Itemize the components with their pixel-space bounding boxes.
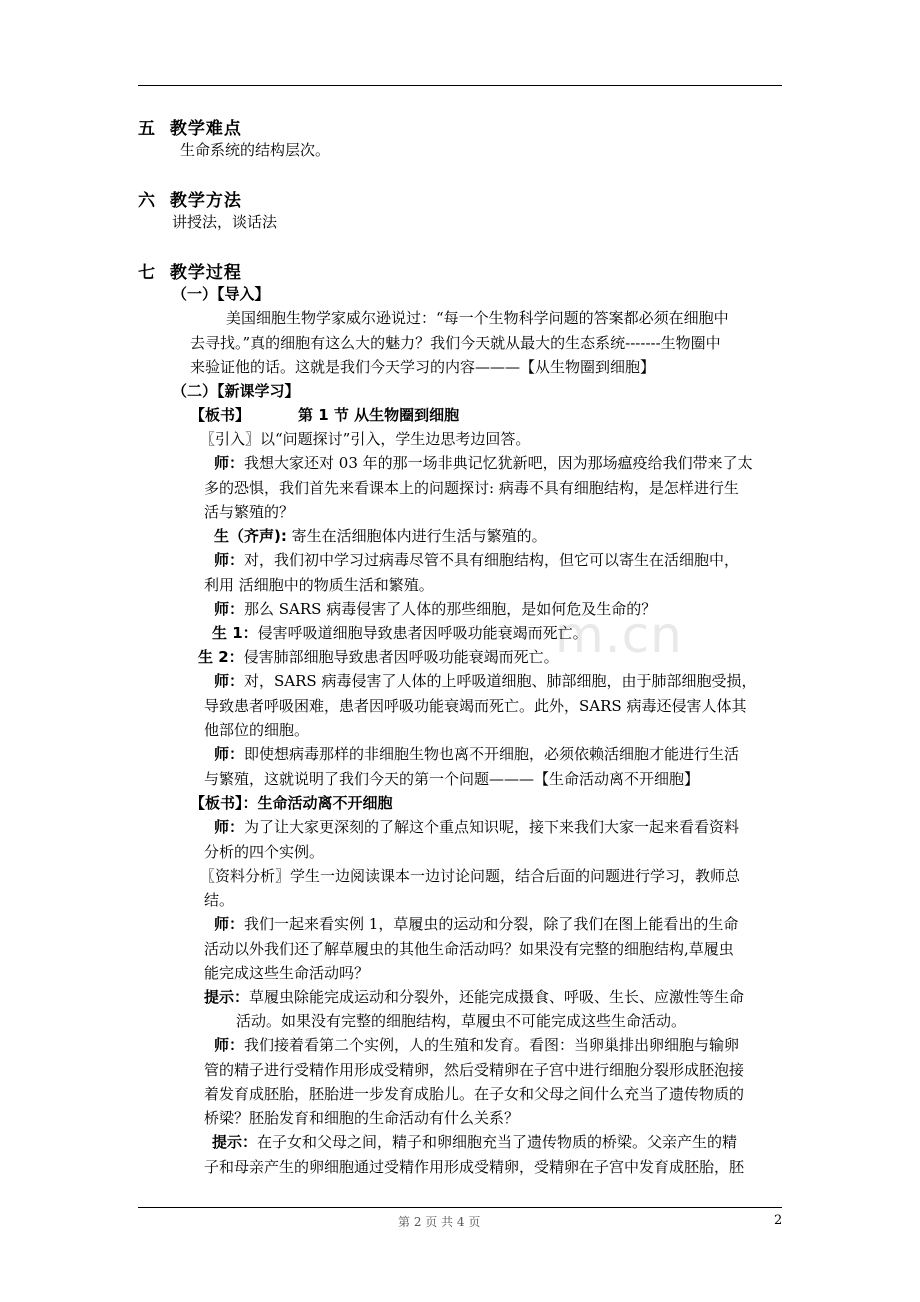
speaker-label: 师：	[214, 454, 245, 472]
teacher-line: 师：为了让大家更深刻的了解这个重点知识呢，接下来我们大家一起来看看资料	[214, 818, 740, 836]
teacher-line: 师：即使想病毒那样的非细胞生物也离不开细胞，必须依赖活细胞才能进行生活	[214, 745, 740, 763]
section-five-title: 教学难点	[169, 119, 242, 139]
section-five-heading	[138, 114, 242, 139]
section-six-title: 教学方法	[169, 191, 242, 211]
speaker-label: 生 1：	[212, 624, 258, 642]
header-rule	[138, 85, 782, 86]
speaker-label: 师：	[214, 745, 245, 763]
teacher-line-cont: 活动以外我们还了解草履虫的其他生命活动吗？如果没有完整的细胞结构,草履虫	[204, 940, 734, 958]
page-indicator: 第 2 页 共 4 页	[398, 1215, 481, 1229]
speaker-label: 提示：	[212, 1133, 258, 1151]
student-line: 生（齐声): 寄生在活细胞体内进行生活与繁殖的。	[214, 527, 547, 545]
speaker-label: 师：	[214, 818, 245, 836]
watermark: m.cn	[555, 606, 683, 664]
teacher-line-cont: 导致患者呼吸困难，患者因呼吸功能衰竭而死亡。此外，SARS 病毒还侵害人体其	[204, 697, 747, 715]
speaker-label: 师：	[214, 551, 245, 569]
material-analysis: 〖资料分析〗学生一边阅读课本一边讨论问题，结合后面的问题进行学习，教师总	[200, 867, 741, 885]
teacher-line-cont: 他部位的细胞。	[204, 721, 310, 739]
student-one-line: 生 1：侵害呼吸道细胞导致患者因呼吸功能衰竭而死亡。	[212, 624, 588, 642]
student-two-line: 生 2：侵害肺部细胞导致患者因呼吸功能衰竭而死亡。	[198, 648, 559, 666]
section-seven-heading	[138, 258, 242, 283]
hint-line: 提示：在子女和父母之间，精子和卵细胞充当了遗传物质的桥梁。父亲产生的精	[212, 1133, 738, 1151]
section-six-body: 讲授法，谈话法	[172, 213, 278, 231]
hint-line-cont: 子和母亲产生的卵细胞通过受精作用形成受精卵，受精卵在子宫中发育成胚胎，胚	[204, 1158, 745, 1176]
section-five-body: 生命系统的结构层次。	[180, 141, 331, 159]
footer-rule	[138, 1207, 782, 1208]
teacher-line-cont: 分析的四个实例。	[204, 843, 325, 861]
section-seven-number: 七	[138, 263, 156, 283]
part-two-heading: （二）【新课学习】	[172, 382, 300, 400]
hint-line: 提示：草履虫除能完成运动和分裂外，还能完成摄食、呼吸、生长、应激性等生命	[204, 988, 745, 1006]
teacher-line-cont: 能完成这些生命活动吗？	[204, 964, 370, 982]
part-one-heading: （一）【导入】	[172, 285, 270, 303]
section-five-number: 五	[138, 119, 156, 139]
teacher-line-cont: 与繁殖，这就说明了我们今天的第一个问题———【生命活动离不开细胞】	[204, 770, 700, 788]
speaker-label: 提示：	[204, 988, 250, 1006]
teacher-line-cont: 利用 活细胞中的物质生活和繁殖。	[204, 576, 434, 594]
speaker-label: 师：	[214, 672, 245, 690]
hint-line-cont: 活动。如果没有完整的细胞结构，草履虫不可能完成这些生命活动。	[236, 1012, 687, 1030]
speaker-label: 师：	[214, 600, 245, 618]
intro-line-1: 美国细胞生物学家威尔逊说过：“每一个生物科学问题的答案都必须在细胞中	[226, 309, 729, 327]
speaker-label: 师：	[214, 1036, 245, 1054]
section-seven-title: 教学过程	[169, 263, 242, 283]
teacher-line-cont: 着发育成胚胎，胚胎进一步发育成胎儿。在子女和父母之间什么充当了遗传物质的	[204, 1085, 745, 1103]
speaker-label: 师：	[214, 915, 245, 933]
teacher-line-cont: 活与繁殖的？	[204, 503, 295, 521]
teacher-line-cont: 管的精子进行受精作用形成受精卵，然后受精卵在子宫中进行细胞分裂形成胚泡接	[204, 1061, 745, 1079]
board-note: 【板书】：生命活动离不开细胞	[190, 794, 393, 812]
teacher-line-cont: 桥梁？胚胎发育和细胞的生命活动有什么关系？	[204, 1109, 520, 1127]
intro-line-2: 去寻找。”真的细胞有这么大的魅力？我们今天就从最大的生态系统-------生物圈中	[190, 334, 721, 352]
teacher-line: 师：我们接着看第二个实例，人的生殖和发育。看图：当卵巢排出卵细胞与输卵	[214, 1036, 740, 1054]
teacher-line: 师：对，SARS 病毒侵害了人体的上呼吸道细胞、肺部细胞，由于肺部细胞受损，	[214, 672, 757, 690]
intro-note: 〖引入〗以“问题探讨”引入，学生边思考边回答。	[200, 430, 531, 448]
teacher-line: 师：我们一起来看实例 1，草履虫的运动和分裂，除了我们在图上能看出的生命	[214, 915, 739, 933]
material-analysis-cont: 结。	[204, 891, 235, 909]
section-six-heading	[138, 186, 242, 211]
speaker-label: 生（齐声):	[214, 527, 287, 545]
page-number: 2	[774, 1213, 783, 1228]
speaker-label: 生 2：	[198, 648, 244, 666]
board-label: 【板书】	[190, 406, 251, 424]
teacher-line: 师：对，我们初中学习过病毒尽管不具有细胞结构，但它可以寄生在活细胞中，	[214, 551, 740, 569]
section-six-number: 六	[138, 191, 156, 211]
teacher-line-cont: 多的恐惧，我们首先来看课本上的问题探讨: 病毒不具有细胞结构，是怎样进行生	[204, 479, 739, 497]
teacher-line: 师：那么 SARS 病毒侵害了人体的那些细胞，是如何危及生命的？	[214, 600, 657, 618]
teacher-line: 师：我想大家还对 03 年的那一场非典记忆犹新吧，因为那场瘟疫给我们带来了太	[214, 454, 753, 472]
lesson-title: 第 1 节 从生物圈到细胞	[298, 406, 460, 424]
intro-line-3: 来验证他的话。这就是我们今天学习的内容———【从生物圈到细胞】	[190, 358, 656, 376]
